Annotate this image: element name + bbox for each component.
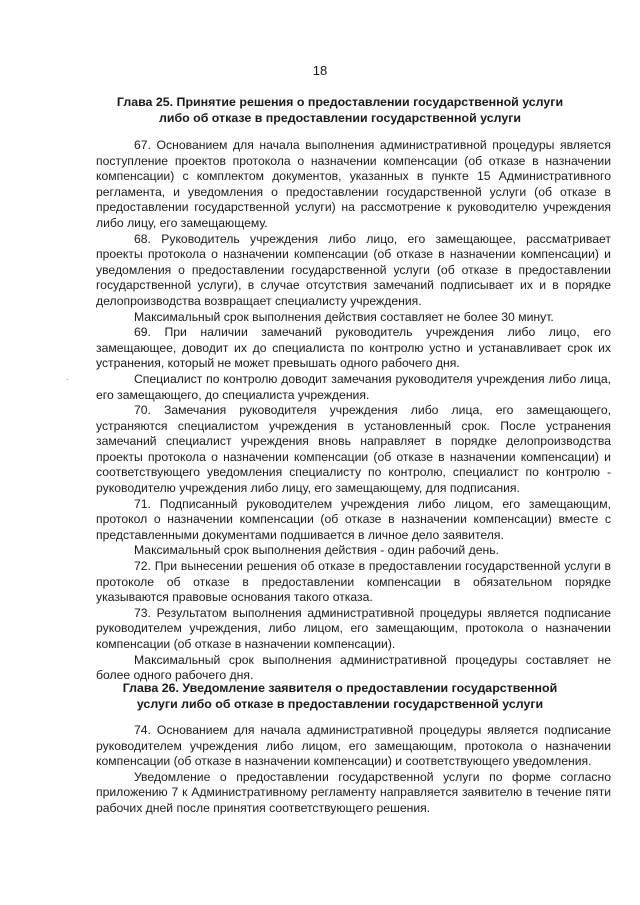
chapter-25-body <box>96 138 611 684</box>
paragraph-71-deadline: Максимальный срок выполнения действия - один рабочий день. <box>134 543 499 558</box>
paragraph-67: 67. Основанием для начала выполнения административной процедуры является поступление проектов протокола о назначении компенсации (об отказе в назначении компенсации) с комплектом документов, указанных в пункте 15 Административного регламента, и уведомления о предоставлении государственной услуги (об отказе в предоставлении государственной услуги) на рассмотрение к руководителю учреждения либо лицу, его замещающему. <box>96 138 611 230</box>
paragraph-69: 69. При наличии замечаний руководитель учреждения либо лицо, его замещающее, доводит их до специалиста по контролю устно и устанавливает срок их устранения, который не может превышать одного рабочего дня. <box>96 325 611 371</box>
page-number: 18 <box>312 63 328 78</box>
chapter-26-title-line-2: услуги либо об отказе в предоставлении государственной услуги <box>136 697 544 711</box>
chapter-25-heading <box>60 94 620 126</box>
chapter-26-body <box>96 723 611 817</box>
margin-mark: . <box>66 372 69 382</box>
paragraph-70: 70. Замечания руководителя учреждения либо лица, его замещающего, устраняются специалистом учреждения в установленный срок. После устранения замечаний специалист учреждения вновь направляет в порядке делопроизводства проекты протокола о назначении компенсации (об отказе в назначении компенсации) и соответствующего уведомления специалисту по контролю, специалист по контролю - руководителю учреждения либо лицу, его замещающему, для подписания. <box>96 403 611 496</box>
paragraph-74-notice: Уведомление о предоставлении государственной услуги по форме согласно приложению 7 к Административному регламенту направляется заявителю в течение пяти рабочих дней после принятия соответствующего решения. <box>96 769 611 815</box>
paragraph-68-deadline: Максимальный срок выполнения действия составляет не более 30 минут. <box>134 309 554 324</box>
paragraph-68: 68. Руководитель учреждения либо лицо, его замещающее, рассматривает проекты протокола о назначении компенсации (об отказе в назначении компенсации) и уведомления о предоставлении государственной услуги (об отказе в предоставлении государственной услуги), в случае отсутствия замечаний подписывает их и в порядке делопроизводства возвращает специалисту учреждения. <box>96 231 611 308</box>
paragraph-69-continued: Специалист по контролю доводит замечания руководителя учреждения либо лица, его замещающего, до специалиста учреждения. <box>96 371 611 402</box>
chapter-26-heading <box>60 680 620 712</box>
chapter-25-title-line-1: Глава 25. Принятие решения о предоставлении государственной услуги <box>116 95 564 109</box>
paragraph-71: 71. Подписанный руководителем учреждения либо лицом, его замещающим, протокол о назначении компенсации (об отказе в назначении компенсации) вместе с представленными документами подшивается в личное дело заявителя. <box>96 496 611 542</box>
chapter-26-title-line-1: Глава 26. Уведомление заявителя о предоставлении государственной <box>122 681 558 695</box>
paragraph-74: 74. Основанием для начала административной процедуры является подписание руководителем учреждения либо лицом, его замещающим, протокола о назначении компенсации (об отказе в назначении компенсации) и соответствующего уведомления. <box>96 723 611 769</box>
paragraph-73-deadline: Максимальный срок выполнения административной процедуры составляет не более одного рабочего дня. <box>96 652 611 683</box>
paragraph-73: 73. Результатом выполнения административной процедуры является подписание руководителем учреждения, либо лицом, его замещающим, протокола о назначении компенсации (об отказе в назначении компенсации). <box>96 605 611 651</box>
paragraph-72: 72. При вынесении решения об отказе в предоставлении государственной услуги в протоколе об отказе в предоставлении компенсации в обязательном порядке указываются правовые основания такого отказа. <box>96 559 611 605</box>
chapter-25-title-line-2: либо об отказе в предоставлении государственной услуги <box>158 111 521 125</box>
